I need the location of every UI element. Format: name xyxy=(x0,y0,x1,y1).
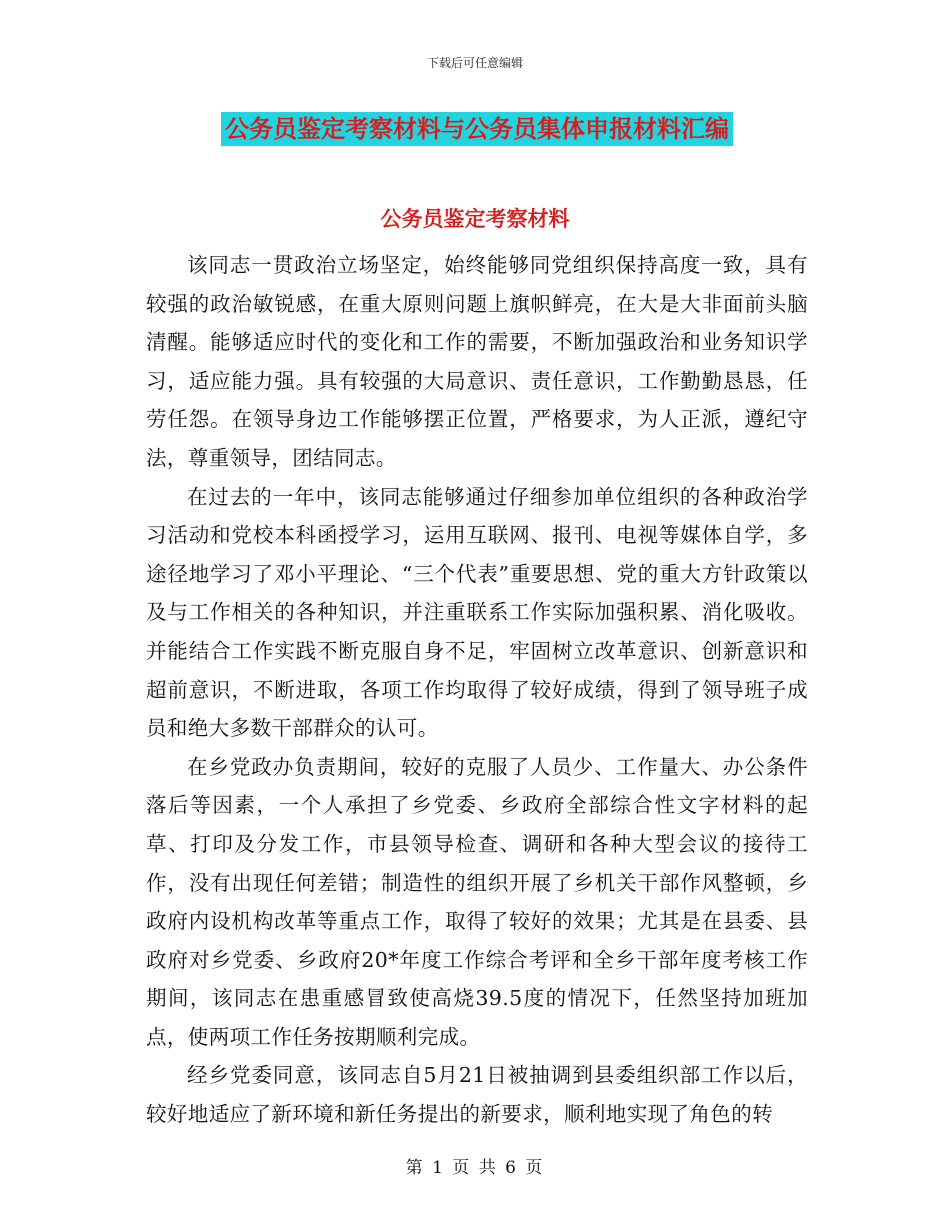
header-note: 下载后可任意编辑 xyxy=(426,56,523,70)
paragraph: 在过去的一年中，该同志能够通过仔细参加单位组织的各种政治学习活动和党校本科函授学习，运用互联网、报刊、电视等媒体自学，多途径地学习了邓小平理论、“三个代表”重要思想、党的重大方针政策以及与工作相关的各种知识，并注重联系工作实际加强积累、消化吸收。并能结合工作实践不断克服自身不足，牢固树立改革意识、创新意识和超前意识，不断进取，各项工作均取得了较好成绩，得到了领导班子成员和绝大多数干部群众的认可。 xyxy=(146,484,808,741)
paragraph: 该同志一贯政治立场坚定，始终能够同党组织保持高度一致，具有较强的政治敏锐感，在重大原则问题上旗帜鲜亮，在大是大非面前头脑清醒。能够适应时代的变化和工作的需要，不断加强政治和业务知识学习，适应能力强。具有较强的大局意识、责任意识，工作勤勤恳恳，任劳任怨。在领导身边工作能够摆正位置，严格要求，为人正派，遵纪守法，尊重领导，团结同志。 xyxy=(146,253,808,470)
paragraph: 在乡党政办负责期间，较好的克服了人员少、工作量大、办公条件落后等因素，一个人承担了乡党委、乡政府全部综合性文字材料的起草、打印及分发工作，市县领导检查、调研和各种大型会议的接待工作，没有出现任何差错；制造性的组织开展了乡机关干部作风整顿，乡政府内设机构改革等重点工作，取得了较好的效果；尤其是在县委、县政府对乡党委、乡政府20*年度工作综合考评和全乡干部年度考核工作期间，该同志在患重感冒致使高烧39.5度的情况下，任然坚持加班加点，使两项工作任务按期顺利完成。 xyxy=(146,754,808,1049)
page-footer: 第 1 页 共 6 页 xyxy=(405,1158,545,1178)
section-title: 公务员鉴定考察材料 xyxy=(380,207,570,231)
document-body xyxy=(146,246,808,1134)
document-main-title: 公务员鉴定考察材料与公务员集体申报材料汇编 xyxy=(221,112,733,146)
paragraph: 经乡党委同意，该同志自5月21日被抽调到县委组织部工作以后，较好地适应了新环境和新任务提出的新要求，顺利地实现了角色的转 xyxy=(146,1063,808,1127)
